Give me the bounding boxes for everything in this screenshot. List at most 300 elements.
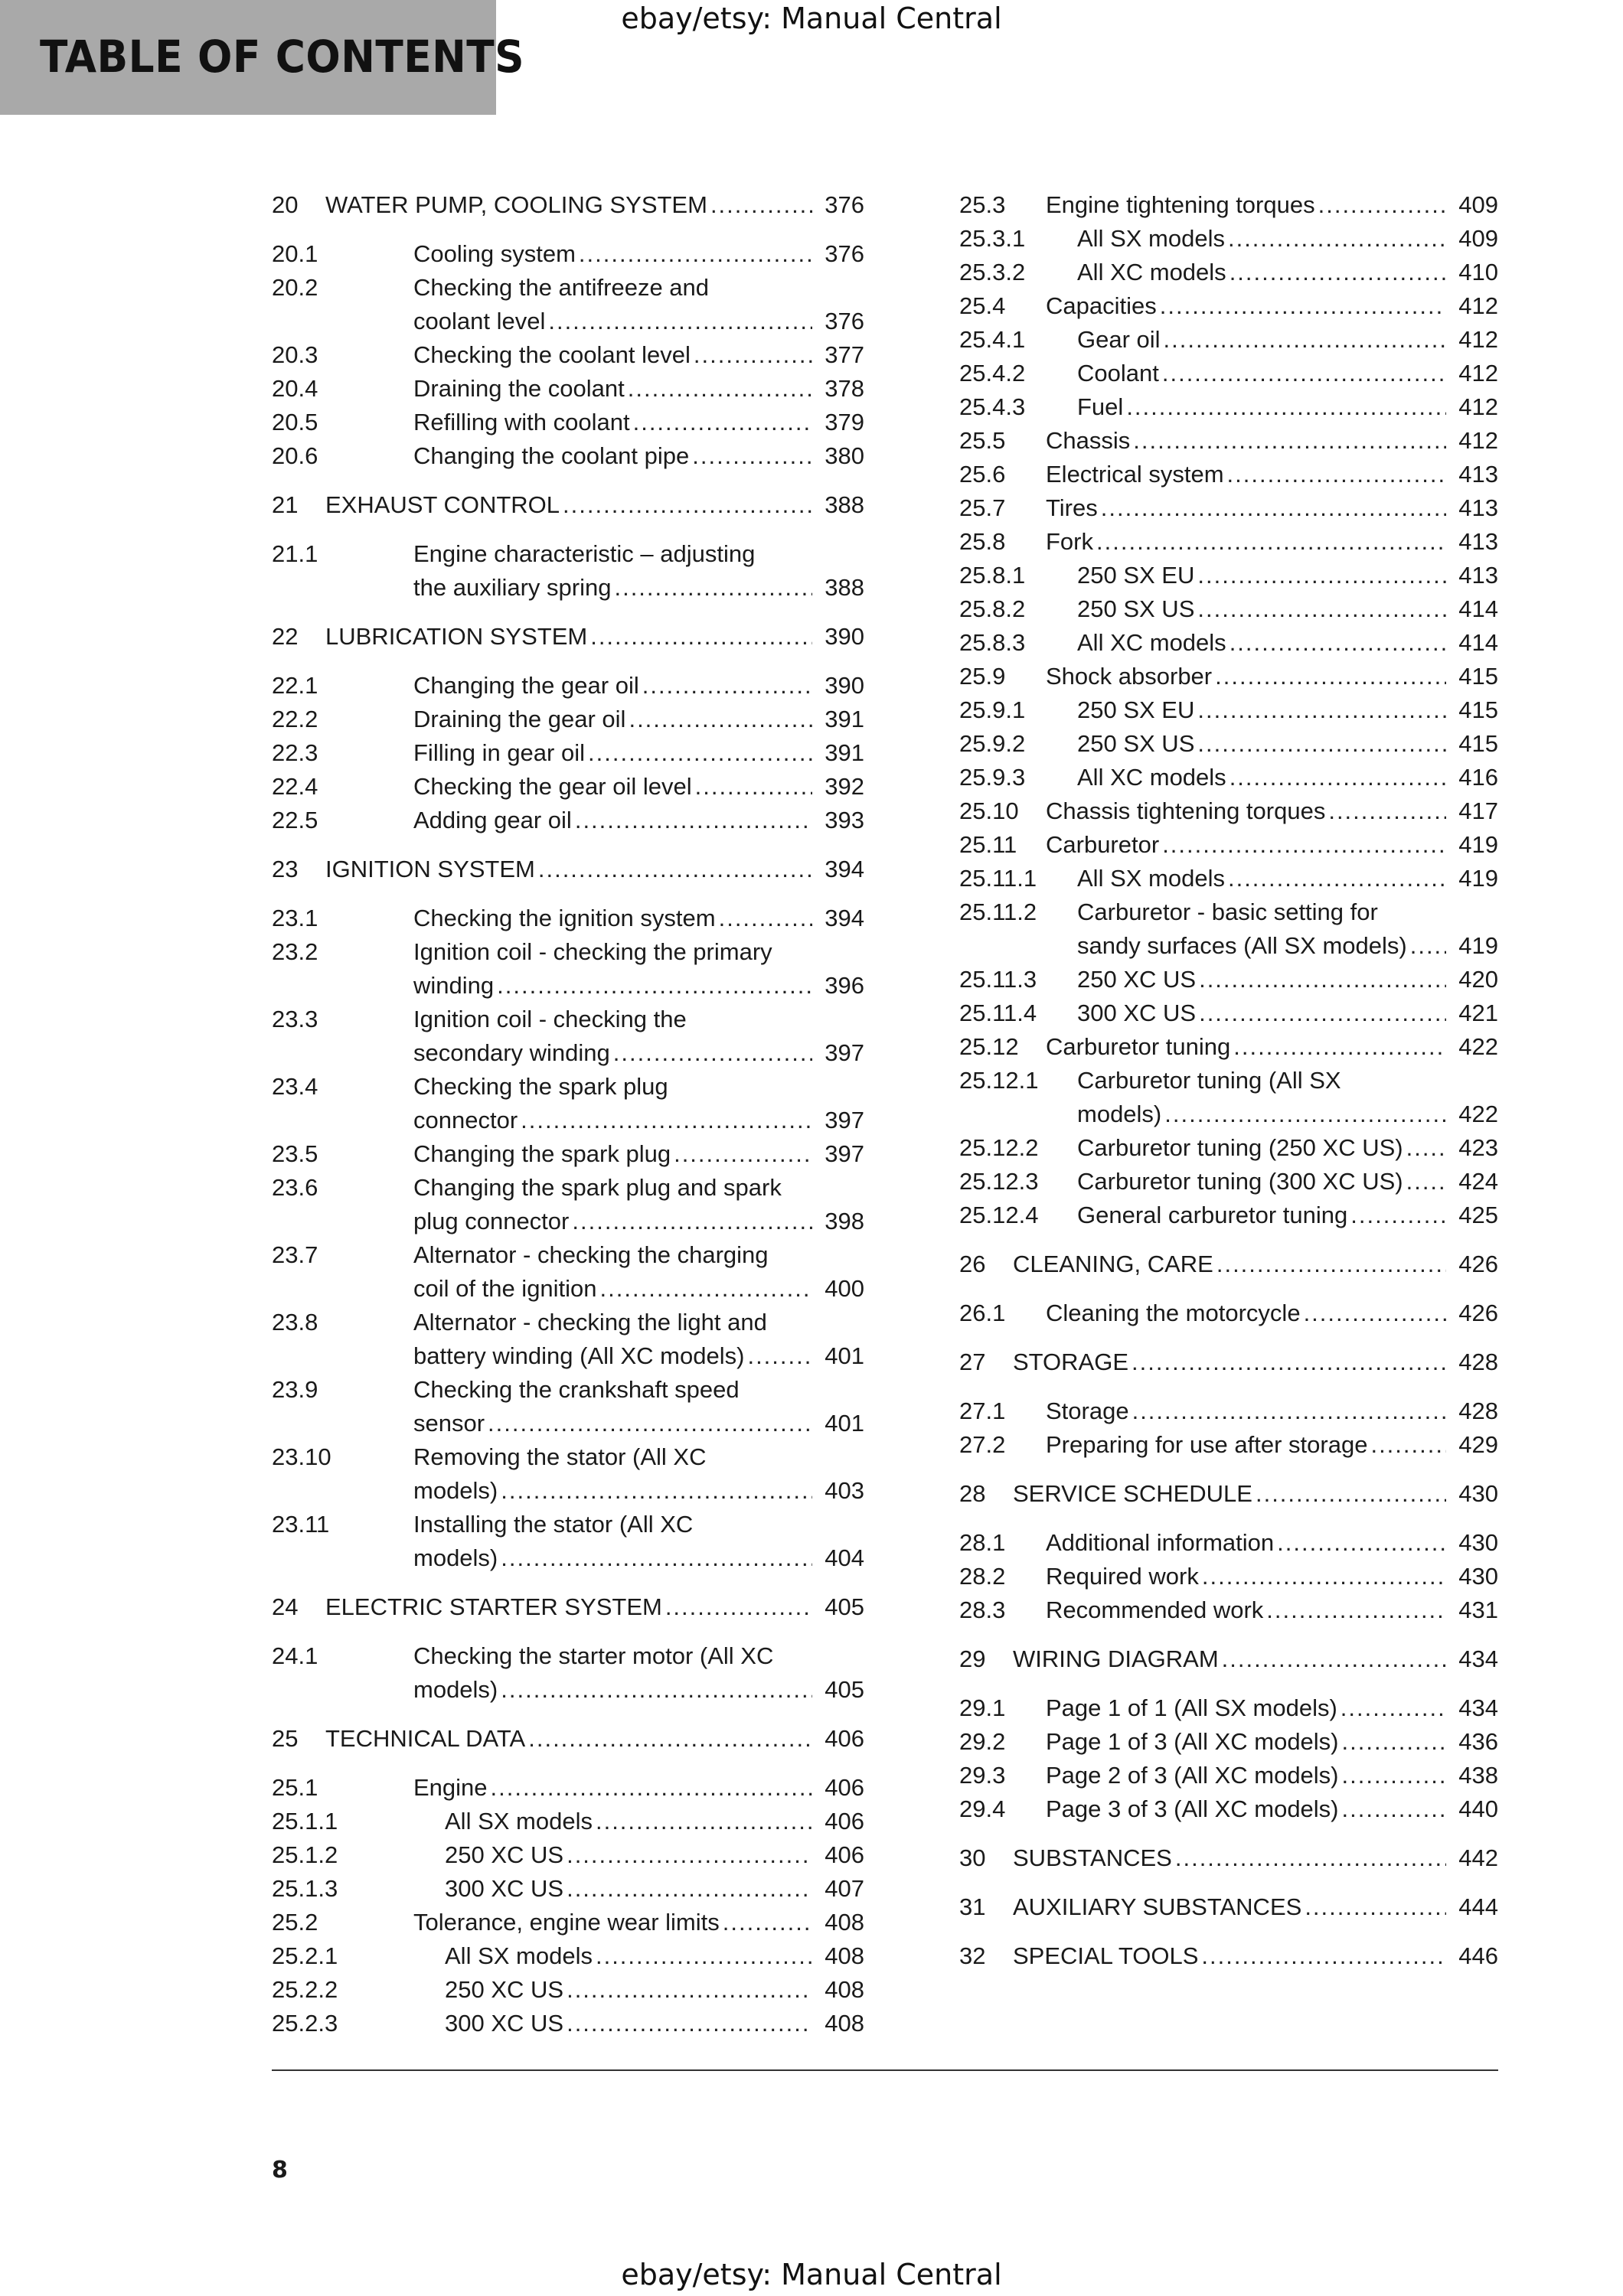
toc-entry-number: 23.2: [272, 938, 318, 965]
toc-entry-title: winding: [413, 972, 495, 999]
toc-page-number: 408: [825, 2010, 864, 2037]
toc-section-entry[interactable]: [959, 256, 1498, 289]
toc-section-entry[interactable]: [959, 289, 1498, 323]
toc-chapter-entry[interactable]: [959, 1345, 1498, 1379]
toc-entry-title: Changing the spark plug and spark: [413, 1174, 782, 1201]
toc-entry-title: sensor: [413, 1410, 485, 1437]
dot-leader: [1215, 660, 1446, 693]
toc-section-entry[interactable]: [959, 828, 1498, 862]
toc-section-entry[interactable]: [959, 862, 1498, 895]
dot-leader: [1126, 390, 1446, 424]
toc-page-number: 422: [1458, 1033, 1498, 1060]
toc-section-entry[interactable]: [959, 1165, 1498, 1199]
toc-entry-number: 25.8.2: [959, 595, 1026, 622]
toc-section-entry[interactable]: [959, 491, 1498, 525]
dot-leader: [628, 372, 812, 406]
toc-page-number: 422: [1458, 1101, 1498, 1127]
dot-leader: [501, 1541, 812, 1575]
toc-section-entry[interactable]: [272, 770, 864, 804]
toc-page-number: 406: [825, 1841, 864, 1868]
toc-entry-number: 25.11.1: [959, 865, 1037, 892]
toc-section-entry[interactable]: [959, 1792, 1498, 1826]
toc-section-entry[interactable]: [272, 1771, 864, 1805]
toc-entry-title: Gear oil: [1077, 326, 1161, 353]
toc-section-entry[interactable]: [272, 372, 864, 406]
toc-entry-number: 22.5: [272, 807, 318, 833]
toc-entry-number: 24: [272, 1593, 299, 1620]
toc-entry-number: 25.11.4: [959, 1000, 1037, 1026]
toc-section-entry[interactable]: [959, 323, 1498, 357]
dot-leader: [567, 1973, 812, 2007]
toc-entry-title: Installing the stator (All XC: [413, 1511, 694, 1538]
toc-section-entry[interactable]: [959, 761, 1498, 794]
dot-leader: [692, 439, 812, 473]
toc-section-entry[interactable]: [272, 1872, 864, 1906]
toc-entry-number: 25.12: [959, 1033, 1019, 1060]
toc-page-number: 426: [1458, 1300, 1498, 1326]
toc-entry-title: Shock absorber: [1046, 663, 1213, 690]
toc-entry-title: EXHAUST CONTROL: [325, 491, 560, 518]
dot-leader: [1277, 1526, 1446, 1560]
dot-leader: [1132, 1345, 1446, 1379]
toc-section-entry[interactable]: [959, 222, 1498, 256]
toc-page-number: 414: [1458, 595, 1498, 622]
toc-entry-title: 250 SX US: [1077, 730, 1195, 757]
toc-section-entry[interactable]: [272, 1238, 864, 1306]
toc-section-entry[interactable]: [272, 1440, 864, 1508]
toc-entry-title: AUXILIARY SUBSTANCES: [1013, 1893, 1302, 1920]
toc-page-number: 396: [825, 972, 864, 999]
toc-entry-title: All XC models: [1077, 259, 1226, 285]
toc-entry-title: Chassis tightening torques: [1046, 797, 1326, 824]
toc-entry-number: 25.3.1: [959, 225, 1026, 252]
toc-entry-title: TECHNICAL DATA: [325, 1725, 526, 1752]
toc-page-number: 393: [825, 807, 864, 833]
toc-section-entry[interactable]: [272, 703, 864, 736]
toc-entry-number: 20.2: [272, 274, 318, 301]
dot-leader: [1406, 1131, 1446, 1165]
toc-section-entry[interactable]: [272, 1306, 864, 1373]
dot-leader: [1342, 1792, 1446, 1826]
dot-leader: [567, 2007, 812, 2040]
toc-section-entry[interactable]: [272, 1639, 864, 1707]
dot-leader: [629, 703, 812, 736]
toc-entry-title: Cleaning the motorcycle: [1046, 1300, 1301, 1326]
toc-entry-number: 20.3: [272, 341, 318, 368]
toc-section-entry[interactable]: [959, 1759, 1498, 1792]
toc-entry-number: 25.1: [272, 1774, 318, 1801]
toc-entry-title: 250 XC US: [1077, 966, 1197, 993]
toc-entry-title: models): [1077, 1101, 1162, 1127]
dot-leader: [572, 1205, 812, 1238]
toc-section-entry[interactable]: [272, 1906, 864, 1939]
toc-page-number: 413: [1458, 528, 1498, 555]
toc-section-entry[interactable]: [959, 660, 1498, 693]
toc-entry-number: 23.10: [272, 1443, 331, 1470]
toc-entry-title: All XC models: [1077, 764, 1226, 791]
dot-leader: [1305, 1890, 1446, 1924]
toc-chapter-entry[interactable]: [272, 488, 864, 522]
dot-leader: [1201, 1939, 1446, 1973]
toc-column-left: [272, 188, 864, 2040]
toc-page-number: 412: [1458, 326, 1498, 353]
dot-leader: [1406, 1165, 1446, 1199]
toc-entry-number: 28: [959, 1480, 986, 1507]
toc-section-entry[interactable]: [959, 1131, 1498, 1165]
toc-page-number: 377: [825, 341, 864, 368]
toc-entry-number: 23.3: [272, 1006, 318, 1032]
toc-entry-number: 25.12.4: [959, 1202, 1039, 1228]
toc-entry-title: secondary winding: [413, 1039, 610, 1066]
toc-page-number: 409: [1458, 191, 1498, 218]
toc-entry-title: Electrical system: [1046, 461, 1224, 488]
dot-leader: [1197, 559, 1446, 592]
toc-entry-title: 250 XC US: [445, 1841, 564, 1868]
toc-page-number: 390: [825, 623, 864, 650]
toc-entry-title: Required work: [1046, 1563, 1199, 1590]
toc-entry-number: 25.6: [959, 461, 1006, 488]
dot-leader: [567, 1838, 812, 1872]
toc-entry-title: Engine: [413, 1774, 488, 1801]
toc-page-number: 413: [1458, 494, 1498, 521]
toc-page-number: 438: [1458, 1762, 1498, 1789]
toc-entry-number: 25.4.3: [959, 393, 1026, 420]
toc-chapter-entry[interactable]: [959, 1890, 1498, 1924]
dot-leader: [1164, 323, 1446, 357]
toc-section-entry[interactable]: [959, 1691, 1498, 1725]
toc-entry-number: 21: [272, 491, 299, 518]
toc-entry-title: Draining the coolant: [413, 375, 625, 402]
toc-entry-number: 25.9.3: [959, 764, 1026, 791]
toc-page-number: 446: [1458, 1942, 1498, 1969]
dot-leader: [1096, 525, 1446, 559]
toc-section-entry[interactable]: [272, 736, 864, 770]
toc-entry-title: 250 SX EU: [1077, 562, 1195, 589]
toc-entry-number: 28.2: [959, 1563, 1006, 1590]
dot-leader: [579, 237, 812, 271]
dot-leader: [1199, 963, 1446, 996]
toc-entry-title: SUBSTANCES: [1013, 1844, 1172, 1871]
dot-leader: [642, 669, 812, 703]
toc-entry-number: 25.5: [959, 427, 1006, 454]
toc-entry-number: 22.1: [272, 672, 318, 699]
toc-entry-number: 27.1: [959, 1397, 1006, 1424]
toc-page-number: 406: [825, 1725, 864, 1752]
toc-entry-title: All SX models: [445, 1942, 593, 1969]
toc-page-number: 428: [1458, 1349, 1498, 1375]
toc-page-number: 434: [1458, 1645, 1498, 1672]
toc-entry-number: 23.9: [272, 1376, 318, 1403]
dot-leader: [1222, 1642, 1446, 1676]
dot-leader: [491, 1771, 812, 1805]
toc-section-entry[interactable]: [272, 1805, 864, 1838]
toc-entry-number: 25.8.3: [959, 629, 1026, 656]
toc-page-number: 403: [825, 1477, 864, 1504]
toc-page-number: 405: [825, 1593, 864, 1620]
toc-entry-title: Alternator - checking the charging: [413, 1241, 769, 1268]
dot-leader: [600, 1272, 812, 1306]
toc-chapter-entry[interactable]: [272, 620, 864, 654]
toc-section-entry[interactable]: [959, 895, 1498, 963]
toc-entry-title: Changing the coolant pipe: [413, 442, 690, 469]
toc-entry-title: Carburetor tuning (300 XC US): [1077, 1168, 1403, 1195]
toc-entry-number: 25.2.3: [272, 2010, 338, 2037]
dot-leader: [1199, 996, 1446, 1030]
toc-section-entry[interactable]: [959, 1394, 1498, 1428]
toc-entry-title: Changing the gear oil: [413, 672, 639, 699]
dot-leader: [1328, 794, 1446, 828]
toc-chapter-entry[interactable]: [959, 1841, 1498, 1875]
toc-section-entry[interactable]: [959, 525, 1498, 559]
toc-entry-title: connector: [413, 1107, 518, 1133]
toc-page-number: 430: [1458, 1529, 1498, 1556]
dot-leader: [695, 770, 812, 804]
toc-entry-title: models): [413, 1477, 498, 1504]
toc-section-entry[interactable]: [959, 1526, 1498, 1560]
toc-page-number: 391: [825, 739, 864, 766]
toc-section-entry[interactable]: [272, 1508, 864, 1575]
toc-section-entry[interactable]: [272, 439, 864, 473]
dot-leader: [1197, 693, 1446, 727]
toc-entry-number: 25.11: [959, 831, 1017, 858]
toc-entry-title: WATER PUMP, COOLING SYSTEM: [325, 191, 707, 218]
toc-entry-title: All SX models: [445, 1808, 593, 1835]
toc-entry-title: Changing the spark plug: [413, 1140, 671, 1167]
toc-page-number: 426: [1458, 1251, 1498, 1277]
toc-section-entry[interactable]: [272, 1838, 864, 1872]
dot-leader: [1341, 1691, 1446, 1725]
toc-section-entry[interactable]: [272, 271, 864, 338]
toc-section-entry[interactable]: [959, 458, 1498, 491]
toc-chapter-entry[interactable]: [959, 1939, 1498, 1973]
dot-leader: [614, 571, 812, 605]
footer-divider: [272, 2069, 1498, 2071]
toc-entry-title: 300 XC US: [445, 2010, 564, 2037]
toc-chapter-entry[interactable]: [959, 1477, 1498, 1511]
toc-entry-number: 25.11.2: [959, 899, 1037, 925]
toc-page-number: 406: [825, 1808, 864, 1835]
toc-entry-number: 29.3: [959, 1762, 1006, 1789]
toc-entry-title: Engine tightening torques: [1046, 191, 1315, 218]
dot-leader: [1410, 929, 1446, 963]
toc-page-number: 376: [825, 308, 864, 334]
dot-leader: [1256, 1477, 1446, 1511]
toc-chapter-entry[interactable]: [272, 853, 864, 886]
dot-leader: [1216, 1247, 1446, 1281]
toc-page-number: 413: [1458, 562, 1498, 589]
toc-entry-title: General carburetor tuning: [1077, 1202, 1348, 1228]
toc-page-number: 412: [1458, 360, 1498, 386]
dot-leader: [1175, 1841, 1446, 1875]
toc-entry-title: Checking the starter motor (All XC: [413, 1642, 774, 1669]
dot-leader: [1227, 458, 1446, 491]
toc-page-number: 419: [1458, 932, 1498, 959]
toc-entry-number: 29.1: [959, 1694, 1006, 1721]
toc-entry-title: WIRING DIAGRAM: [1013, 1645, 1219, 1672]
toc-section-entry[interactable]: [272, 804, 864, 837]
toc-section-entry[interactable]: [959, 357, 1498, 390]
toc-entry-title: models): [413, 1544, 498, 1571]
dot-leader: [1228, 862, 1446, 895]
dot-leader: [1266, 1593, 1446, 1627]
toc-page-number: 392: [825, 773, 864, 800]
toc-page-number: 378: [825, 375, 864, 402]
toc-section-entry[interactable]: [272, 1171, 864, 1238]
toc-page-number: 430: [1458, 1480, 1498, 1507]
toc-section-entry[interactable]: [959, 794, 1498, 828]
toc-section-entry[interactable]: [959, 188, 1498, 222]
toc-entry-number: 28.1: [959, 1529, 1006, 1556]
toc-page-number: 388: [825, 491, 864, 518]
toc-entry-number: 26.1: [959, 1300, 1006, 1326]
dot-leader: [596, 1939, 812, 1973]
toc-entry-title: Checking the spark plug: [413, 1073, 668, 1100]
toc-entry-title: sandy surfaces (All SX models): [1077, 932, 1407, 959]
toc-entry-number: 25.2.1: [272, 1942, 338, 1969]
toc-entry-number: 25.9.2: [959, 730, 1026, 757]
toc-section-entry[interactable]: [272, 1003, 864, 1070]
toc-section-entry[interactable]: [272, 237, 864, 271]
toc-entry-title: Engine characteristic – adjusting: [413, 540, 756, 567]
dot-leader: [665, 1590, 812, 1624]
toc-entry-title: 300 XC US: [1077, 1000, 1197, 1026]
toc-entry-title: Checking the crankshaft speed: [413, 1376, 740, 1403]
toc-page-number: 379: [825, 409, 864, 435]
toc-page-number: 440: [1458, 1795, 1498, 1822]
dot-leader: [1202, 1560, 1446, 1593]
toc-chapter-entry[interactable]: [959, 1247, 1498, 1281]
toc-entry-title: Fuel: [1077, 393, 1124, 420]
toc-entry-number: 21.1: [272, 540, 318, 567]
toc-entry-number: 25.1.2: [272, 1841, 338, 1868]
toc-section-entry[interactable]: [959, 424, 1498, 458]
toc-entry-title: IGNITION SYSTEM: [325, 856, 535, 882]
dot-leader: [723, 1906, 812, 1939]
toc-chapter-entry[interactable]: [272, 188, 864, 222]
toc-entry-title: LUBRICATION SYSTEM: [325, 623, 588, 650]
dot-leader: [747, 1339, 812, 1373]
dot-leader: [528, 1722, 812, 1756]
toc-entry-number: 25.4: [959, 292, 1006, 319]
toc-section-entry[interactable]: [272, 338, 864, 372]
toc-section-entry[interactable]: [272, 935, 864, 1003]
toc-page-number: 398: [825, 1208, 864, 1234]
toc-section-entry[interactable]: [959, 390, 1498, 424]
toc-entry-number: 25.3.2: [959, 259, 1026, 285]
toc-section-entry[interactable]: [959, 592, 1498, 626]
dot-leader: [633, 406, 812, 439]
toc-page-number: 406: [825, 1774, 864, 1801]
toc-page-number: 419: [1458, 865, 1498, 892]
toc-section-entry[interactable]: [272, 1137, 864, 1171]
toc-page-number: 388: [825, 574, 864, 601]
toc-section-entry[interactable]: [272, 902, 864, 935]
toc-entry-title: Capacities: [1046, 292, 1157, 319]
toc-section-entry[interactable]: [272, 669, 864, 703]
toc-section-entry[interactable]: [959, 693, 1498, 727]
toc-page-number: 376: [825, 240, 864, 267]
toc-entry-title: Removing the stator (All XC: [413, 1443, 707, 1470]
toc-entry-number: 24.1: [272, 1642, 318, 1669]
toc-page-number: 404: [825, 1544, 864, 1571]
toc-section-entry[interactable]: [959, 1064, 1498, 1131]
toc-page-number: 401: [825, 1342, 864, 1369]
toc-entry-title: Checking the antifreeze and: [413, 274, 710, 301]
toc-entry-number: 27: [959, 1349, 986, 1375]
toc-entry-number: 25.11.3: [959, 966, 1037, 993]
dot-leader: [567, 1872, 812, 1906]
toc-page-number: 401: [825, 1410, 864, 1437]
toc-section-entry[interactable]: [959, 1593, 1498, 1627]
toc-section-entry[interactable]: [959, 727, 1498, 761]
toc-page-number: 429: [1458, 1431, 1498, 1458]
toc-section-entry[interactable]: [272, 537, 864, 605]
toc-section-entry[interactable]: [959, 963, 1498, 996]
toc-section-entry[interactable]: [272, 1973, 864, 2007]
toc-section-entry[interactable]: [959, 559, 1498, 592]
toc-section-entry[interactable]: [959, 1296, 1498, 1330]
dot-leader: [548, 305, 812, 338]
toc-section-entry[interactable]: [959, 626, 1498, 660]
toc-chapter-entry[interactable]: [272, 1590, 864, 1624]
toc-page-number: 380: [825, 442, 864, 469]
dot-leader: [1229, 256, 1446, 289]
toc-section-entry[interactable]: [959, 1199, 1498, 1232]
dot-leader: [674, 1137, 812, 1171]
toc-entry-number: 25.4.2: [959, 360, 1026, 386]
toc-entry-title: Refilling with coolant: [413, 409, 630, 435]
toc-section-entry[interactable]: [272, 1070, 864, 1137]
toc-section-entry[interactable]: [272, 2007, 864, 2040]
toc-page-number: 409: [1458, 225, 1498, 252]
toc-entry-title: Cooling system: [413, 240, 576, 267]
toc-entry-number: 31: [959, 1893, 986, 1920]
toc-entry-title: Alternator - checking the light and: [413, 1309, 767, 1336]
toc-entry-title: Additional information: [1046, 1529, 1275, 1556]
toc-entry-title: models): [413, 1676, 498, 1703]
toc-entry-title: ELECTRIC STARTER SYSTEM: [325, 1593, 662, 1620]
toc-page-number: 412: [1458, 427, 1498, 454]
toc-section-entry[interactable]: [959, 1725, 1498, 1759]
dot-leader: [1101, 491, 1446, 525]
toc-page-number: 407: [825, 1875, 864, 1902]
dot-leader: [1160, 289, 1446, 323]
page-title: TABLE OF CONTENTS: [40, 31, 524, 83]
toc-section-entry[interactable]: [272, 406, 864, 439]
dot-leader: [501, 1474, 812, 1508]
toc-entry-number: 25.1.1: [272, 1808, 338, 1835]
toc-section-entry[interactable]: [959, 1030, 1498, 1064]
toc-page-number: 397: [825, 1039, 864, 1066]
toc-page-number: 410: [1458, 259, 1498, 285]
toc-section-entry[interactable]: [959, 996, 1498, 1030]
toc-chapter-entry[interactable]: [272, 1722, 864, 1756]
toc-entry-title: coil of the ignition: [413, 1275, 597, 1302]
toc-chapter-entry[interactable]: [959, 1642, 1498, 1676]
toc-entry-title: Checking the ignition system: [413, 905, 716, 931]
toc-entry-number: 25.12.1: [959, 1067, 1039, 1094]
dot-leader: [1370, 1428, 1446, 1462]
toc-section-entry[interactable]: [959, 1428, 1498, 1462]
toc-page-number: 394: [825, 905, 864, 931]
toc-section-entry[interactable]: [959, 1560, 1498, 1593]
toc-section-entry[interactable]: [272, 1373, 864, 1440]
toc-entry-number: 20.6: [272, 442, 318, 469]
toc-section-entry[interactable]: [272, 1939, 864, 1973]
toc-entry-number: 22.3: [272, 739, 318, 766]
toc-page-number: 421: [1458, 1000, 1498, 1026]
dot-leader: [613, 1036, 812, 1070]
